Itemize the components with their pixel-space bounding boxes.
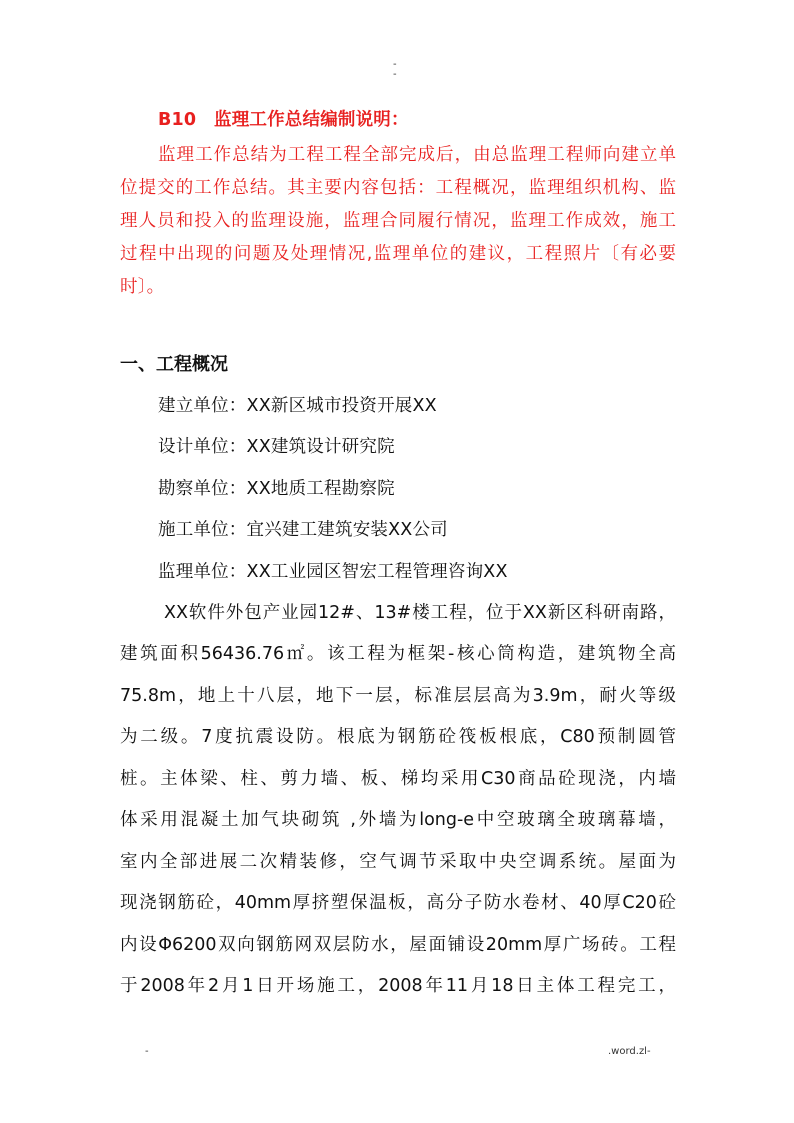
unit-survey: 勘察单位：XX地质工程勘察院 — [158, 479, 395, 499]
intro-line-2: 位提交的工作总结。其主要内容包括：工程概况，监理组织机构、监 — [120, 178, 676, 198]
footer-right-mark: .word.zl- — [608, 1046, 651, 1057]
intro-line-5: 时〕。 — [120, 277, 165, 297]
intro-line-4: 过程中出现的问题及处理情况,监理单位的建议，工程照片〔有必要 — [120, 244, 676, 264]
unit-supervision: 监理单位：XX工业园区智宏工程管理咨询XX — [158, 562, 508, 582]
section-heading: 一、工程概况 — [120, 354, 228, 375]
unit-design: 设计单位：XX建筑设计研究院 — [158, 437, 395, 457]
unit-construction: 施工单位：宜兴建工建筑安装XX公司 — [158, 520, 448, 540]
intro-title: B10 监理工作总结编制说明： — [158, 110, 409, 130]
intro-line-3: 理人员和投入的监理设施，监理合同履行情况，监理工作成效，施工 — [120, 211, 676, 231]
body-line-2: 建筑面积56436.76㎡。该工程为框架-核心筒构造，建筑物全高 — [120, 644, 676, 664]
footer-left-mark: - — [145, 1046, 149, 1057]
body-line-10: 于2008年2月1日开场施工，2008年11月18日主体工程完工， — [120, 976, 676, 996]
body-line-5: 桩。主体梁、柱、剪力墙、板、梯均采用C30商品砼现浇，内墙 — [120, 769, 676, 789]
body-line-9: 内设Φ6200双向钢筋网双层防水，屋面铺设20mm厚广场砖。工程 — [120, 935, 676, 955]
intro-line-1: 监理工作总结为工程工程全部完成后，由总监理工程师向建立单 — [158, 145, 676, 165]
body-line-8: 现浇钢筋砼，40mm厚挤塑保温板，高分子防水卷材、40厚C20砼 — [120, 893, 676, 913]
body-line-6: 体采用混凝土加气块砌筑 ,外墙为long-e中空玻璃全玻璃幕墙， — [120, 810, 676, 830]
body-line-1: XX软件外包产业园12#、13#楼工程，位于XX新区科研南路， — [164, 603, 676, 623]
body-line-7: 室内全部进展二次精装修，空气调节采取中央空调系统。屋面为 — [120, 852, 676, 872]
body-line-4: 为二级。7度抗震设防。根底为钢筋砼筏板根底，C80预制圆管 — [120, 727, 676, 747]
unit-owner: 建立单位：XX新区城市投资开展XX — [158, 396, 437, 416]
header-mark-top: - — [393, 59, 397, 70]
header-mark-bottom: - — [393, 69, 397, 80]
body-line-3: 75.8m，地上十八层，地下一层，标准层层高为3.9m，耐火等级 — [120, 686, 676, 706]
